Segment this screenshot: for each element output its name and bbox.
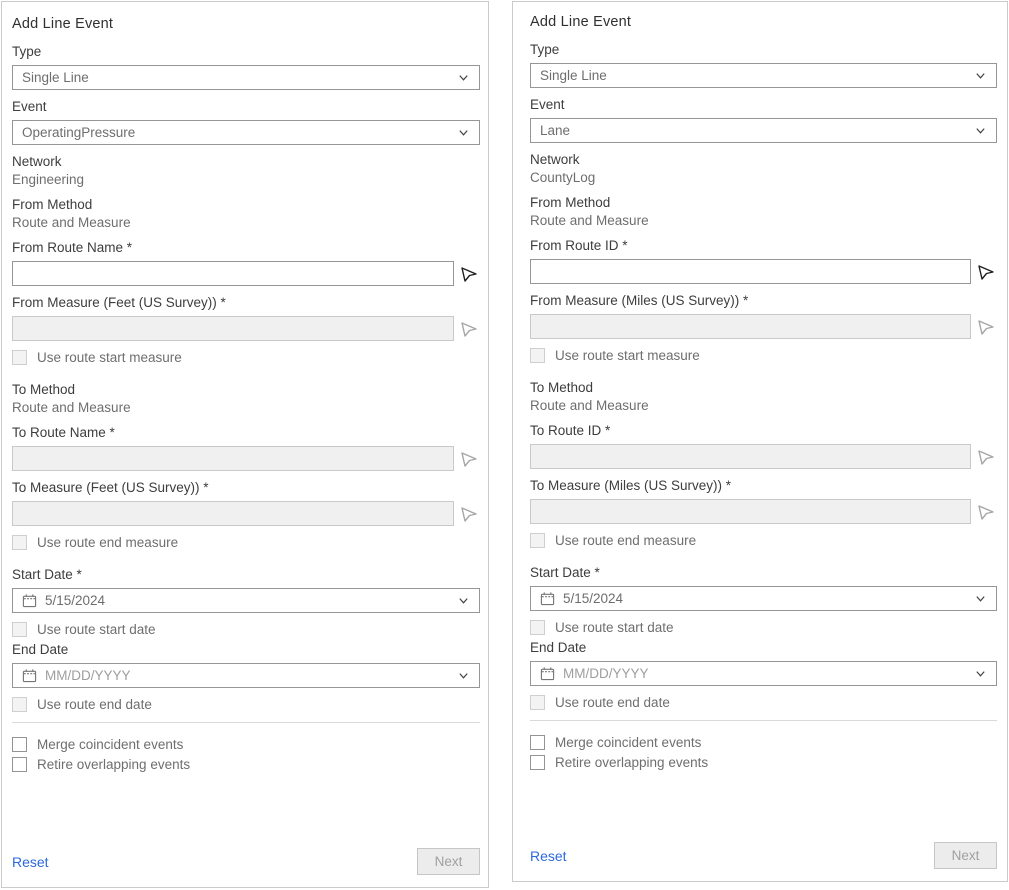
chevron-down-icon bbox=[974, 592, 987, 605]
merge-coincident-events-checkbox[interactable] bbox=[12, 737, 27, 752]
chevron-down-icon bbox=[974, 667, 987, 680]
to-method-label: To Method bbox=[530, 380, 594, 395]
use-route-start-measure-checkbox bbox=[530, 348, 545, 363]
to-route-map-picker-icon bbox=[460, 449, 480, 469]
use-route-end-measure-checkbox bbox=[12, 535, 27, 550]
to-method-label: To Method bbox=[12, 382, 76, 397]
use-route-start-date-checkbox bbox=[530, 620, 545, 635]
from-route-map-picker-icon[interactable] bbox=[977, 262, 997, 282]
use-route-end-date-label: Use route end date bbox=[555, 695, 670, 710]
to-method-value: Route and Measure bbox=[12, 400, 131, 415]
retire-overlapping-events-checkbox[interactable] bbox=[530, 755, 545, 770]
use-route-end-date-checkbox bbox=[12, 697, 27, 712]
to-measure-input bbox=[530, 499, 971, 524]
start-date-value: 5/15/2024 bbox=[563, 591, 624, 606]
merge-coincident-events-label: Merge coincident events bbox=[37, 737, 184, 752]
start-date-value: 5/15/2024 bbox=[45, 593, 106, 608]
to-route-label: To Route ID * bbox=[530, 423, 611, 438]
reset-link[interactable]: Reset bbox=[12, 853, 49, 870]
from-method-value: Route and Measure bbox=[530, 213, 649, 228]
add-line-event-panel-right bbox=[512, 1, 1008, 882]
from-route-map-picker-icon[interactable] bbox=[460, 264, 480, 284]
type-select[interactable] bbox=[12, 65, 480, 90]
section-divider bbox=[530, 720, 997, 721]
from-measure-input bbox=[12, 316, 454, 341]
calendar-icon bbox=[540, 591, 555, 606]
event-select[interactable] bbox=[12, 120, 480, 145]
calendar-icon bbox=[22, 668, 37, 683]
from-measure-input bbox=[530, 314, 971, 339]
from-route-input[interactable] bbox=[12, 261, 454, 286]
from-route-label: From Route Name * bbox=[12, 240, 133, 255]
use-route-start-measure-checkbox bbox=[12, 350, 27, 365]
chevron-down-icon bbox=[457, 126, 470, 139]
end-date-picker[interactable] bbox=[12, 663, 480, 688]
chevron-down-icon bbox=[457, 669, 470, 682]
from-route-input[interactable] bbox=[530, 259, 971, 284]
use-route-end-date-checkbox bbox=[530, 695, 545, 710]
chevron-down-icon bbox=[457, 71, 470, 84]
from-method-value: Route and Measure bbox=[12, 215, 131, 230]
use-route-end-measure-label: Use route end measure bbox=[37, 535, 179, 550]
use-route-start-date-label: Use route start date bbox=[37, 622, 156, 637]
from-measure-map-picker-icon bbox=[460, 319, 480, 339]
to-measure-label: To Measure (Miles (US Survey)) * bbox=[530, 478, 732, 493]
section-divider bbox=[12, 722, 480, 723]
from-method-label: From Method bbox=[12, 197, 93, 212]
end-date-placeholder: MM/DD/YYYY bbox=[563, 666, 649, 681]
next-button: Next bbox=[417, 848, 480, 875]
end-date-picker[interactable] bbox=[530, 661, 997, 686]
end-date-placeholder: MM/DD/YYYY bbox=[45, 668, 131, 683]
use-route-end-measure-checkbox bbox=[530, 533, 545, 548]
chevron-down-icon bbox=[974, 124, 987, 137]
reset-link[interactable]: Reset bbox=[530, 847, 567, 864]
use-route-end-date-label: Use route end date bbox=[37, 697, 152, 712]
merge-coincident-events-label: Merge coincident events bbox=[555, 735, 702, 750]
page-title: Add Line Event bbox=[530, 14, 632, 30]
end-date-label: End Date bbox=[12, 642, 69, 657]
retire-overlapping-events-label: Retire overlapping events bbox=[37, 757, 191, 772]
network-value: CountyLog bbox=[530, 170, 596, 185]
from-method-label: From Method bbox=[530, 195, 611, 210]
start-date-label: Start Date * bbox=[12, 567, 82, 582]
use-route-start-measure-label: Use route start measure bbox=[37, 350, 182, 365]
to-measure-map-picker-icon bbox=[460, 504, 480, 524]
chevron-down-icon bbox=[974, 69, 987, 82]
type-label: Type bbox=[12, 44, 42, 59]
add-line-event-panel-left bbox=[1, 1, 489, 888]
page-title: Add Line Event bbox=[12, 16, 114, 32]
event-select-value: Lane bbox=[540, 123, 571, 138]
use-route-start-date-label: Use route start date bbox=[555, 620, 674, 635]
use-route-start-measure-label: Use route start measure bbox=[555, 348, 700, 363]
from-measure-label: From Measure (Feet (US Survey)) * bbox=[12, 295, 226, 310]
start-date-picker[interactable] bbox=[530, 586, 997, 611]
next-button: Next bbox=[934, 842, 997, 869]
end-date-label: End Date bbox=[530, 640, 587, 655]
to-route-input bbox=[530, 444, 971, 469]
start-date-label: Start Date * bbox=[530, 565, 600, 580]
network-value: Engineering bbox=[12, 172, 85, 187]
type-select-value: Single Line bbox=[540, 68, 607, 83]
network-label: Network bbox=[12, 154, 62, 169]
to-measure-label: To Measure (Feet (US Survey)) * bbox=[12, 480, 209, 495]
event-select[interactable] bbox=[530, 118, 997, 143]
to-route-input bbox=[12, 446, 454, 471]
from-route-label: From Route ID * bbox=[530, 238, 628, 253]
retire-overlapping-events-label: Retire overlapping events bbox=[555, 755, 709, 770]
chevron-down-icon bbox=[457, 594, 470, 607]
use-route-start-date-checkbox bbox=[12, 622, 27, 637]
use-route-end-measure-label: Use route end measure bbox=[555, 533, 697, 548]
from-measure-map-picker-icon bbox=[977, 317, 997, 337]
calendar-icon bbox=[22, 593, 37, 608]
event-label: Event bbox=[12, 99, 47, 114]
to-method-value: Route and Measure bbox=[530, 398, 649, 413]
calendar-icon bbox=[540, 666, 555, 681]
to-measure-map-picker-icon bbox=[977, 502, 997, 522]
type-label: Type bbox=[530, 42, 560, 57]
to-route-label: To Route Name * bbox=[12, 425, 115, 440]
event-select-value: OperatingPressure bbox=[22, 125, 136, 140]
network-label: Network bbox=[530, 152, 580, 167]
type-select[interactable] bbox=[530, 63, 997, 88]
from-measure-label: From Measure (Miles (US Survey)) * bbox=[530, 293, 749, 308]
merge-coincident-events-checkbox[interactable] bbox=[530, 735, 545, 750]
type-select-value: Single Line bbox=[22, 70, 89, 85]
start-date-picker[interactable] bbox=[12, 588, 480, 613]
event-label: Event bbox=[530, 97, 565, 112]
to-measure-input bbox=[12, 501, 454, 526]
retire-overlapping-events-checkbox[interactable] bbox=[12, 757, 27, 772]
to-route-map-picker-icon bbox=[977, 447, 997, 467]
